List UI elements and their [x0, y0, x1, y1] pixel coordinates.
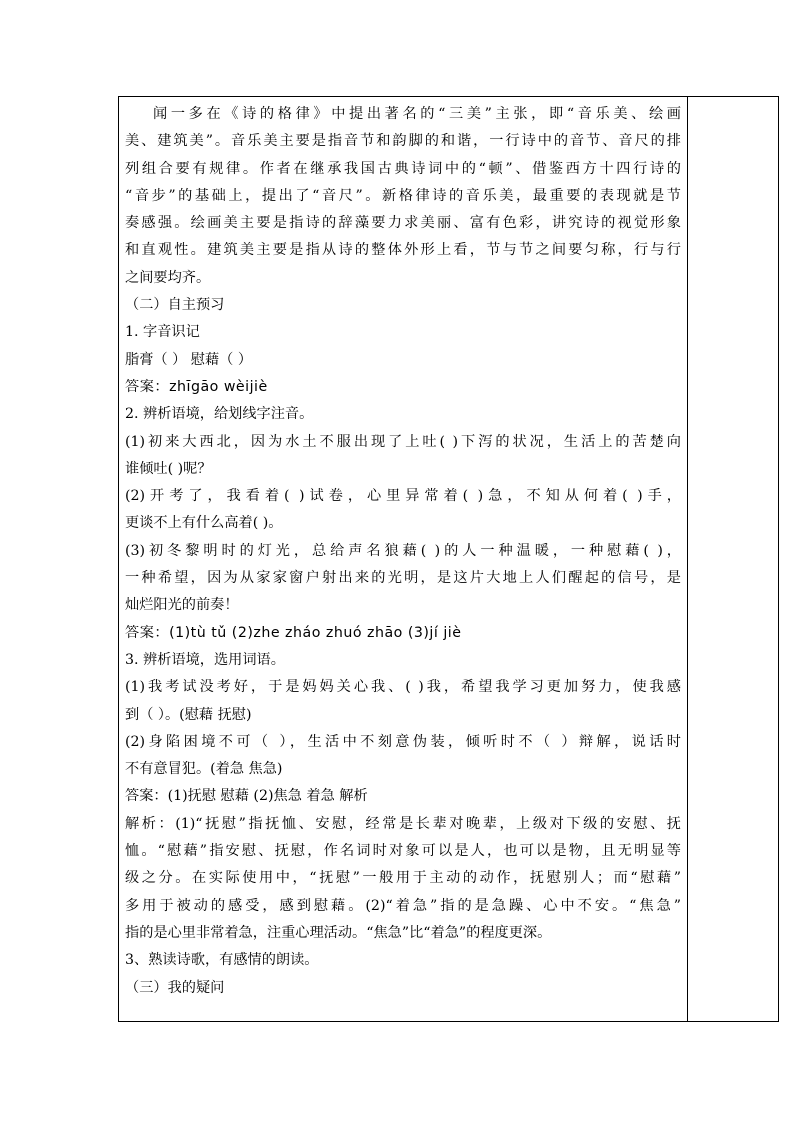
passage-line: 闻一多在《诗的格律》中提出著名的“三美”主张，即“音乐美、绘画 — [153, 106, 681, 122]
question-title: 3. 辨析语境，选用词语。 — [125, 651, 285, 668]
passage-line: 奏感强。绘画美主要是指诗的辞藻要力求美丽、富有色彩，讲究诗的视觉形象 — [125, 215, 681, 232]
question-line: 不有意冒犯。(着急 焦急) — [125, 761, 283, 778]
analysis-line: 多用于被动的感受，感到慰藉。(2)“着急”指的是急躁、心中不安。“焦急” — [125, 897, 681, 914]
passage-line: 和直观性。建筑美主要是指从诗的整体外形上看，节与节之间要匀称，行与行 — [125, 242, 681, 259]
answer-line: 答案：zhīgāo wèijiè — [125, 378, 268, 395]
question-line: 更谈不上有什么高着( )。 — [125, 515, 283, 532]
question-title: 2. 辨析语境，给划线字注音。 — [125, 406, 314, 423]
column-divider — [687, 96, 688, 1022]
question-title: 3、熟读诗歌，有感情的朗读。 — [125, 952, 319, 969]
section-heading: （二）自主预习 — [125, 297, 225, 314]
question-line: (2)开考了，我看着( )试卷，心里异常着( )急，不知从何着( )手， — [125, 488, 681, 505]
question-line: (2)身陷困境不可（ ），生活中不刻意伪装，倾听时不（ ）辩解，说话时 — [125, 733, 681, 750]
analysis-line: 级之分。在实际使用中，“抚慰”一般用于主动的动作，抚慰别人；而“慰藉” — [125, 870, 681, 887]
question-line: 到（ ）。(慰藉 抚慰) — [125, 706, 252, 723]
passage-line: “音步”的基础上，提出了“音尺”。新格律诗的音乐美，最重要的表现就是节 — [125, 187, 681, 204]
answer-line: 答案：(1)抚慰 慰藉 (2)焦急 着急 解析 — [125, 788, 368, 805]
question-line: 一种希望，因为从家家窗户射出来的光明，是这片大地上人们醒起的信号，是 — [125, 570, 681, 587]
question-line: (1)初来大西北，因为水土不服出现了上吐( )下泻的状况，生活上的苦楚向 — [125, 433, 681, 450]
passage-line: 美、建筑美”。音乐美主要是指音节和韵脚的和谐，一行诗中的音节、音尺的排 — [125, 133, 681, 150]
analysis-line: 恤。“慰藉”指安慰、抚慰，作名词时对象可以是人，也可以是物，且无明显等 — [125, 843, 681, 860]
analysis-line: 解析：(1)“抚慰”指抚恤、安慰，经常是长辈对晚辈，上级对下级的安慰、抚 — [125, 815, 681, 832]
passage-line: 之间要均齐。 — [125, 269, 211, 286]
main-cell — [125, 101, 681, 1002]
question-line: (1)我考试没考好，于是妈妈关心我、( )我，希望我学习更加努力，使我感 — [125, 679, 681, 696]
question-title: 1. 字音识记 — [125, 324, 200, 341]
analysis-line: 指的是心里非常着急，注重心理活动。“焦急”比“着急”的程度更深。 — [125, 924, 552, 941]
passage-line: 列组合要有规律。作者在继承我国古典诗词中的“顿”、借鉴西方十四行诗的 — [125, 160, 681, 177]
section-heading: （三）我的疑问 — [125, 979, 225, 996]
answer-line: 答案：(1)tù tǔ (2)zhe zháo zhuó zhāo (3)jí jiè — [125, 624, 462, 641]
question-words: 脂膏（ ） 慰藉（ ） — [125, 351, 253, 368]
question-line: 谁倾吐( )呢？ — [125, 460, 212, 477]
question-line: 灿烂阳光的前奏！ — [125, 597, 239, 614]
question-line: (3)初冬黎明时的灯光，总给声名狼藉( )的人一种温暖，一种慰藉( )， — [125, 542, 681, 559]
